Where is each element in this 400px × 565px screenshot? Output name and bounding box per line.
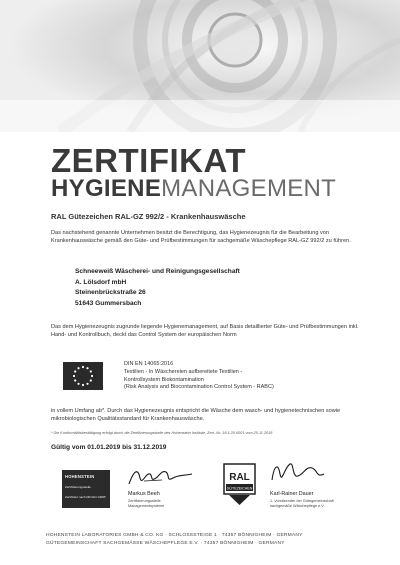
signer-right-role-1: 1. Vorsitzender der Gütegemeinschaft <box>270 499 334 503</box>
footer-address-2: GÜTEGEMEINSCHAFT SACHGEMÄSSE WÄSCHEPFLEGE E.V. · 74357 BÖNNIGHEIM · GERMANY <box>46 541 285 546</box>
din-norm-number: DIN EN 14065:2016 <box>124 361 174 367</box>
signer-right-role-2: sachgemäße Wäschepflege e.V. <box>270 503 325 508</box>
signer-left-role-1: Zertifizierungsstelle <box>128 499 161 503</box>
din-line-3: (Risk Analysis and Biocontamination Control System - RABC) <box>124 384 274 391</box>
title-management: MANAGEMENT <box>161 175 337 202</box>
header-artwork <box>0 0 400 132</box>
eu-flag-icon <box>63 362 103 390</box>
conformity-footnote: * Die Konformitätsbestätigung erfolgt durch die Zertifizierungsstelle des Hohenstein Institute, Zert.-Nr. 18.1.20.0001 vom 25.11.2018 <box>51 431 273 435</box>
company-name: Schneeweiß Wäscherei- und Reinigungsgesellschaft <box>75 268 240 275</box>
signer-left-role-2: Managementsysteme <box>128 503 165 508</box>
signer-right-name: Karl-Rainer Dauer <box>270 491 314 497</box>
scope-paragraph: in vollem Umfang ab*. Durch das Hygienezeugnis entspricht die Wäsche dem wasch- und hygienetechnischen sowie mikrobiologischen Qualitätsstandard für Krankenhauswäsche. <box>51 408 341 422</box>
hohenstein-logo-bottom: Zertifiziert nach DIN EN 14065 <box>65 495 106 499</box>
hohenstein-logo-mid: Zertifizierungsstelle <box>65 485 91 489</box>
company-name-2: A. Lölsdorf mbH <box>75 278 127 286</box>
ral-logo-text: RAL <box>229 472 250 483</box>
footer-address-1: HOHENSTEIN LABORATORIES GMBH & CO. KG · SCHLOSSSTEIGE 1 · 74357 BÖNNIGHEIM · GERMANY <box>46 533 303 538</box>
signer-left-role <box>128 499 164 509</box>
ral-quality-mark: RAL Gütezeichen RAL-GZ 992/2 - Krankenhauswäsche <box>51 212 246 221</box>
company-city: 51643 Gummersbach <box>75 299 142 307</box>
signature-right-icon <box>268 460 328 488</box>
company-address <box>75 267 240 309</box>
ral-logo-sub: GÜTEZEICHEN <box>226 486 253 491</box>
signer-right-role <box>270 499 334 509</box>
decorative-arcs-icon <box>0 0 400 132</box>
certificate-title: ZERTIFIKAT <box>51 142 247 179</box>
signer-left-name: Markus Beeh <box>128 491 160 497</box>
din-norm-block <box>124 361 374 392</box>
title-hygiene: HYGIENE <box>51 175 162 202</box>
ral-logo-icon <box>223 463 256 507</box>
hohenstein-logo-title: HOHENSTEIN <box>65 474 95 479</box>
hohenstein-logo <box>62 470 110 508</box>
din-line-1: Textilien - In Wäschereien aufbereitete Textilien - <box>124 368 243 375</box>
validity-period: Gültig vom 01.01.2019 bis 31.12.2019 <box>51 444 167 451</box>
company-street: Steinenbrückstraße 26 <box>75 289 146 296</box>
din-line-2: Kontrollsystem Biokontamination <box>124 376 204 383</box>
intro-paragraph: Das nachstehend genannte Unternehmen besitzt die Berechtigung, das Hygienezeugnis für die Bearbeitung von Krankenhauswäsche gemäß den Güte- und Prüfbestimmungen für sachgemäße Wäschepflege RAL-GZ 992/2 zu führen. <box>51 230 351 244</box>
signature-left-icon <box>126 466 196 488</box>
certificate-subtitle-heading <box>51 176 336 202</box>
basis-paragraph: Das dem Hygienezeugnis zugrunde liegende Hygienemanagement, auf Basis detaillierter Güte- und Prüfbestimmungen inkl. Hand- und Kontrollbuch, deckt das Control System der europäischen Norm <box>51 324 359 338</box>
